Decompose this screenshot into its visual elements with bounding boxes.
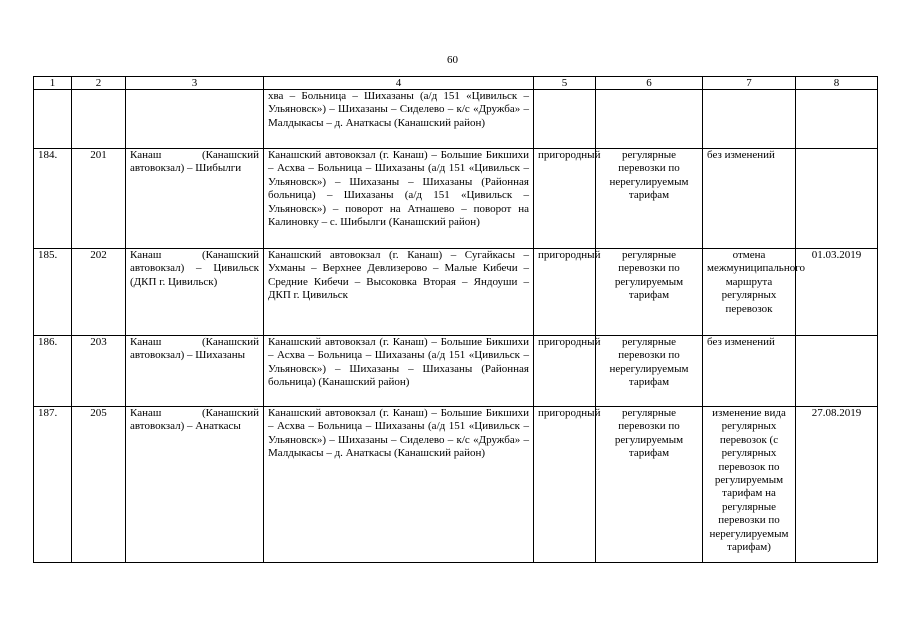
column-header: 2	[72, 77, 126, 90]
cell-empty	[703, 90, 796, 149]
cell-row-number: 185.	[34, 249, 72, 336]
cell-date: 01.03.2019	[796, 249, 878, 336]
cell-route-name: Канаш (Канашский автовокзал) – Анаткасы	[126, 407, 264, 563]
cell-route-type: пригородный	[534, 249, 596, 336]
cell-row-number: 186.	[34, 336, 72, 407]
cell-route-name: Канаш (Канашский автовокзал) – Шибылги	[126, 149, 264, 249]
cell-route-name: Канаш (Канашский автовокзал) – Шихазаны	[126, 336, 264, 407]
cell-empty	[534, 90, 596, 149]
column-header: 4	[264, 77, 534, 90]
cell-change: отмена межмуниципального маршрута регулярных перевозок	[703, 249, 796, 336]
column-header: 8	[796, 77, 878, 90]
cell-empty	[596, 90, 703, 149]
cell-date: 27.08.2019	[796, 407, 878, 563]
continuation-row	[34, 90, 878, 149]
table-row	[34, 407, 878, 563]
table-row	[34, 336, 878, 407]
cell-route-type: пригородный	[534, 149, 596, 249]
cell-empty	[796, 90, 878, 149]
cell-route-name: Канаш (Канашский автовокзал) – Цивильск (ДКП г. Цивильск)	[126, 249, 264, 336]
cell-transport-kind: регулярные перевозки по нерегулируемым тарифам	[596, 149, 703, 249]
routes-table	[33, 76, 878, 563]
cell-row-number: 184.	[34, 149, 72, 249]
cell-route-number: 203	[72, 336, 126, 407]
cell-route-number: 202	[72, 249, 126, 336]
cell-route-path: Канашский автовокзал (г. Канаш) – Большие Бикшихи – Асхва – Больница – Шихазаны (а/д 151 «Цивильск – Ульяновск») – Шихазаны – Шихазаны (Районная больница) (Канашский район)	[264, 336, 534, 407]
column-header: 5	[534, 77, 596, 90]
cell-route-number: 205	[72, 407, 126, 563]
page-number: 60	[447, 54, 458, 66]
cell-empty	[126, 90, 264, 149]
column-header: 7	[703, 77, 796, 90]
cell-route-path: Канашский автовокзал (г. Канаш) – Большие Бикшихи – Асхва – Больница – Шихазаны (а/д 151 «Цивильск – Ульяновск») – Шихазаны – Сиделево – к/с «Дружба» – Малдыкасы – д. Анаткасы (Канашский район)	[264, 407, 534, 563]
cell-empty	[34, 90, 72, 149]
cell-route-path: хва – Больница – Шихазаны (а/д 151 «Цивильск – Ульяновск») – Шихазаны – Сиделево – к/с «Дружба» – Малдыкасы – д. Анаткасы (Канашский район)	[264, 90, 534, 149]
cell-route-number: 201	[72, 149, 126, 249]
cell-change: без изменений	[703, 149, 796, 249]
column-header: 6	[596, 77, 703, 90]
cell-transport-kind: регулярные перевозки по регулируемым тарифам	[596, 249, 703, 336]
cell-change: изменение вида регулярных перевозок (с регулярных перевозок по регулируемым тарифам на регулярные перевозки по нерегулируемым тарифам)	[703, 407, 796, 563]
cell-route-type: пригородный	[534, 407, 596, 563]
cell-date	[796, 149, 878, 249]
cell-empty	[72, 90, 126, 149]
cell-transport-kind: регулярные перевозки по нерегулируемым тарифам	[596, 336, 703, 407]
cell-row-number: 187.	[34, 407, 72, 563]
cell-route-path: Канашский автовокзал (г. Канаш) – Сугайкасы – Ухманы – Верхнее Девлизерово – Малые Кибечи – Средние Кибечи – Высоковка Вторая – Яндоуши – ДКП г. Цивильск	[264, 249, 534, 336]
cell-route-path: Канашский автовокзал (г. Канаш) – Большие Бикшихи – Асхва – Больница – Шихазаны (а/д 151 «Цивильск – Ульяновск») – Шихазаны – Шихазаны (Районная больница) – Шихазаны (а/д 151 «Цивильск – Ульяновск») – поворот на Атнашево – поворот на Калиновку – с. Шибылги (Канашский район)	[264, 149, 534, 249]
table-row	[34, 249, 878, 336]
column-header: 3	[126, 77, 264, 90]
table-row	[34, 149, 878, 249]
table-header-row	[34, 77, 878, 90]
cell-change: без изменений	[703, 336, 796, 407]
cell-date	[796, 336, 878, 407]
cell-transport-kind: регулярные перевозки по регулируемым тарифам	[596, 407, 703, 563]
column-header: 1	[34, 77, 72, 90]
cell-route-type: пригородный	[534, 336, 596, 407]
